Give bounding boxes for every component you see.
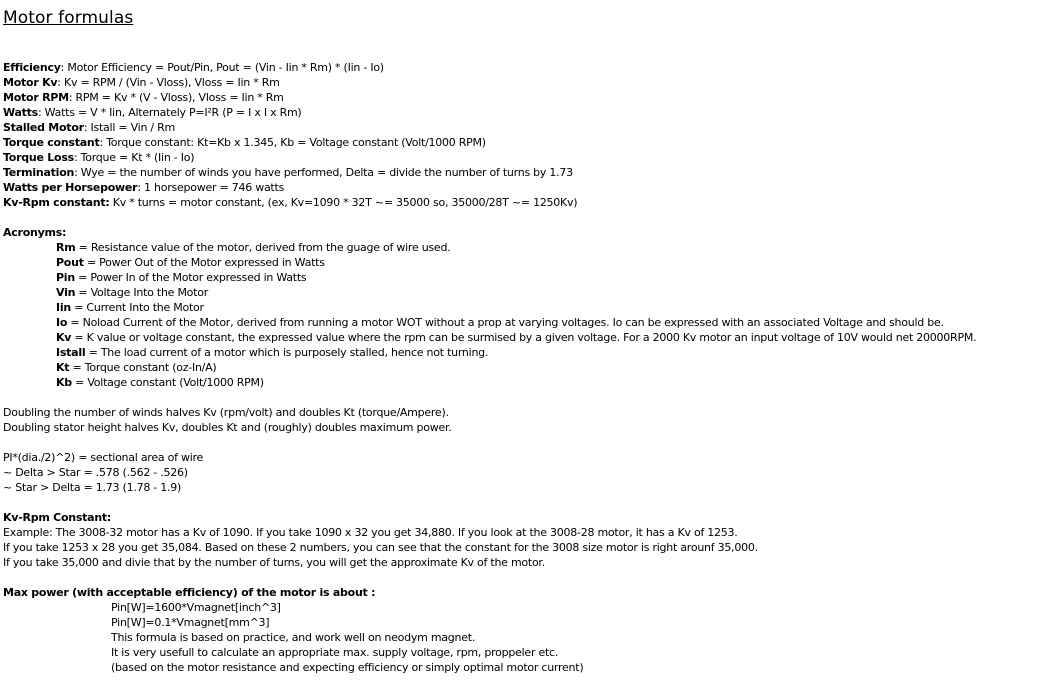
formula-text: : Watts = V * Iin, Alternately P=I²R (P = I x I x Rm) xyxy=(37,106,302,119)
acronym-item xyxy=(3,270,1048,285)
formula-text: : Torque = Kt * (Iin - Io) xyxy=(73,151,195,164)
doubling-notes xyxy=(3,405,1048,435)
formula-text: : Kv = RPM / (Vin - Vloss), Vloss = Iin * Rm xyxy=(57,76,280,89)
max-power-section xyxy=(3,585,1048,675)
acronym-item xyxy=(3,285,1048,300)
formula-label: Termination xyxy=(3,166,75,179)
paragraph-line: Example: The 3008-32 motor has a Kv of 1090. If you take 1090 x 32 you get 34,880. If you look at the 3008-28 motor, it has a Kv of 1253. xyxy=(3,526,738,539)
formula-label: Motor Kv xyxy=(3,76,58,89)
section-heading: Max power (with acceptable efficiency) of the motor is about : xyxy=(3,586,376,599)
acronym-definition: = Voltage Into the Motor xyxy=(75,286,208,299)
acronym-term: Istall xyxy=(56,346,86,359)
paragraph-line: ~ Delta > Star = .578 (.562 - .526) xyxy=(3,466,188,479)
formula-torque-loss xyxy=(3,150,1048,165)
acronym-term: Kb xyxy=(56,376,72,389)
paragraph-line: (based on the motor resistance and expecting efficiency or simply optimal motor current) xyxy=(111,661,584,674)
acronym-term: Pout xyxy=(56,256,84,269)
formula-stalled-motor xyxy=(3,120,1048,135)
wire-notes xyxy=(3,450,1048,495)
acronym-definition: = Resistance value of the motor, derived from the guage of wire used. xyxy=(75,241,451,254)
acronym-term: Kt xyxy=(56,361,70,374)
formula-list xyxy=(3,60,1048,210)
acronym-item xyxy=(3,315,1048,330)
formula-motor-kv xyxy=(3,75,1048,90)
formula-label: Stalled Motor xyxy=(3,121,84,134)
formula-termination xyxy=(3,165,1048,180)
formula-text: : RPM = Kv * (V - Vloss), Vloss = Iin * Rm xyxy=(68,91,284,104)
paragraph-line: Doubling the number of winds halves Kv (rpm/volt) and doubles Kt (torque/Ampere). xyxy=(3,406,449,419)
acronym-term: Io xyxy=(56,316,68,329)
acronym-definition: = The load current of a motor which is purposely stalled, hence not turning. xyxy=(85,346,489,359)
kv-rpm-constant-section xyxy=(3,510,1048,570)
acronym-item xyxy=(3,375,1048,390)
paragraph-line: This formula is based on practice, and work well on neodym magnet. xyxy=(111,631,476,644)
paragraph-line: Pin[W]=1600*Vmagnet[inch^3] xyxy=(111,601,281,614)
formula-efficiency xyxy=(3,60,1048,75)
acronyms-section xyxy=(3,225,1048,390)
acronym-term: Kv xyxy=(56,331,72,344)
paragraph-line: Doubling stator height halves Kv, doubles Kt and (roughly) doubles maximum power. xyxy=(3,421,452,434)
acronym-definition: = Power In of the Motor expressed in Watts xyxy=(74,271,307,284)
acronym-item xyxy=(3,255,1048,270)
formula-text: : Wye = the number of winds you have performed, Delta = divide the number of turns by 1.73 xyxy=(74,166,573,179)
formula-label: Efficiency xyxy=(3,61,61,74)
formula-label: Motor RPM xyxy=(3,91,69,104)
page-title: Motor formulas xyxy=(3,8,134,28)
formula-label: Watts per Horsepower xyxy=(3,181,138,194)
acronym-term: Iin xyxy=(56,301,71,314)
formula-watts-per-hp xyxy=(3,180,1048,195)
formula-label: Kv-Rpm constant: xyxy=(3,196,110,209)
formula-text: : Torque constant: Kt=Kb x 1.345, Kb = Voltage constant (Volt/1000 RPM) xyxy=(99,136,486,149)
acronyms-heading: Acronyms: xyxy=(3,226,67,239)
paragraph-line: If you take 35,000 and divie that by the number of turns, you will get the approximate Kv of the motor. xyxy=(3,556,545,569)
acronym-definition: = Torque constant (oz-In/A) xyxy=(69,361,217,374)
formula-text: : Istall = Vin / Rm xyxy=(83,121,175,134)
acronym-definition: = Noload Current of the Motor, derived from running a motor WOT without a prop at varying voltages. Io can be expressed with an associated Voltage and should be. xyxy=(67,316,944,329)
acronym-item xyxy=(3,360,1048,375)
formula-watts xyxy=(3,105,1048,120)
acronym-definition: = Power Out of the Motor expressed in Watts xyxy=(83,256,325,269)
acronym-definition: = Voltage constant (Volt/1000 RPM) xyxy=(71,376,264,389)
acronym-definition: = Current Into the Motor xyxy=(70,301,204,314)
formula-label: Watts xyxy=(3,106,38,119)
paragraph-line: It is very usefull to calculate an appropriate max. supply voltage, rpm, proppeler etc. xyxy=(111,646,559,659)
formula-text: Kv * turns = motor constant, (ex, Kv=1090 * 32T ~= 35000 so, 35000/28T ~= 1250Kv) xyxy=(109,196,578,209)
formula-text: : Motor Efficiency = Pout/Pin, Pout = (Vin - Iin * Rm) * (Iin - Io) xyxy=(60,61,384,74)
paragraph-line: ~ Star > Delta = 1.73 (1.78 - 1.9) xyxy=(3,481,182,494)
acronym-term: Rm xyxy=(56,241,76,254)
formula-label: Torque constant xyxy=(3,136,100,149)
acronym-definition: = K value or voltage constant, the expressed value where the rpm can be surmised by a given voltage. For a 2000 Kv motor an input voltage of 10V would net 20000RPM. xyxy=(71,331,977,344)
paragraph-line: Pin[W]=0.1*Vmagnet[mm^3] xyxy=(111,616,270,629)
section-heading: Kv-Rpm Constant: xyxy=(3,511,112,524)
acronym-term: Pin xyxy=(56,271,75,284)
acronym-item xyxy=(3,240,1048,255)
formula-motor-rpm xyxy=(3,90,1048,105)
formula-text: : 1 horsepower = 746 watts xyxy=(137,181,285,194)
paragraph-line: PI*(dia./2)^2) = sectional area of wire xyxy=(3,451,204,464)
acronym-term: Vin xyxy=(56,286,76,299)
acronym-item xyxy=(3,300,1048,315)
acronym-item xyxy=(3,345,1048,360)
formula-torque-constant xyxy=(3,135,1048,150)
paragraph-line: If you take 1253 x 28 you get 35,084. Based on these 2 numbers, you can see that the constant for the 3008 size motor is right arounf 35,000. xyxy=(3,541,758,554)
acronym-item xyxy=(3,330,1048,345)
formula-label: Torque Loss xyxy=(3,151,74,164)
formula-kv-rpm-constant xyxy=(3,195,1048,210)
